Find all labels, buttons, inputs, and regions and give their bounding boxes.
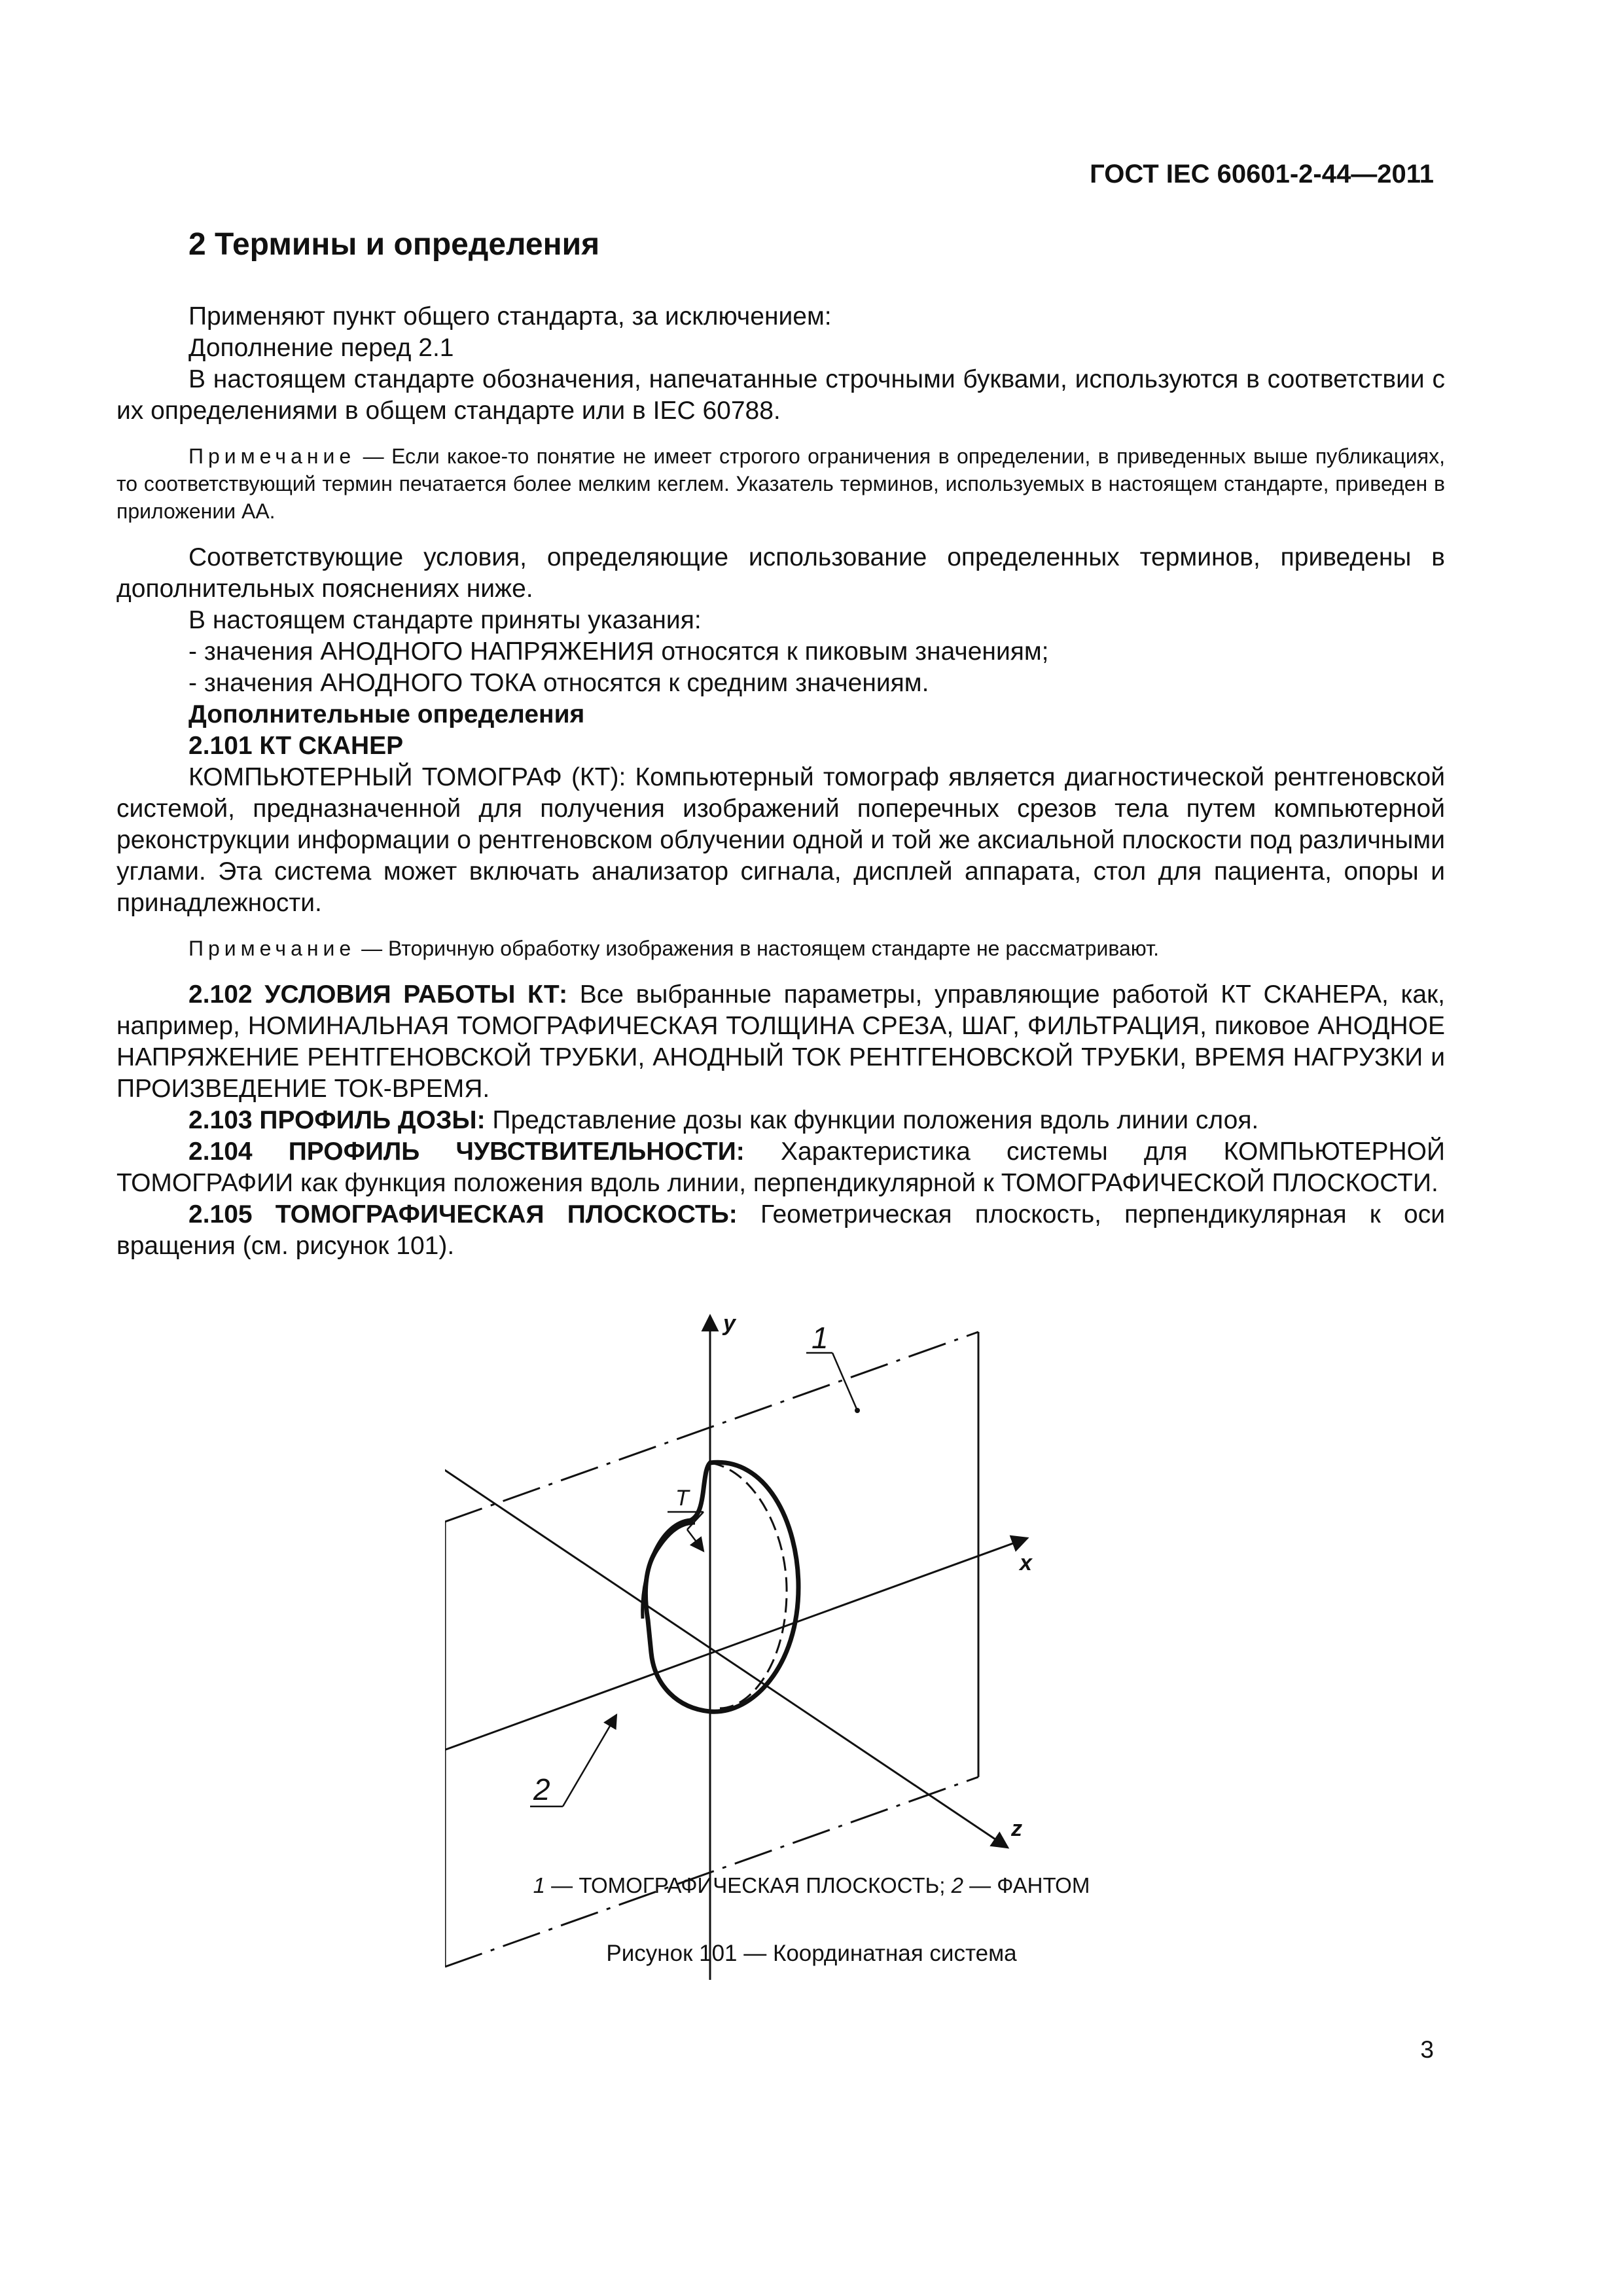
list-item: - значения АНОДНОГО НАПРЯЖЕНИЯ относятся к пиковым значениям; <box>116 636 1445 668</box>
note-label: Примечание <box>188 937 356 960</box>
main-content <box>116 229 1445 1262</box>
subheading: Дополнительные определения <box>188 700 585 728</box>
legend-text: — ТОМОГРАФИЧЕСКАЯ ПЛОСКОСТЬ; <box>545 1873 952 1897</box>
z-axis-label: z <box>1011 1816 1022 1841</box>
figure-caption: Рисунок 101 — Координатная система <box>606 1941 1017 1966</box>
term-definition: КОМПЬЮТЕРНЫЙ ТОМОГРАФ (КТ): Компьютерный томограф является диагностической рентгеновской системой, предназначенной для получения изображений поперечных срезов тела путем компьютерной реконструкции информации о рентгеновском облучении одной и той же аксиальной плоскости под различными углами. Эта система может включать анализатор сигнала, дисплей аппарата, стол для пациента, опоры и принадлежности. <box>116 763 1445 917</box>
callout-1: 1 <box>812 1321 829 1355</box>
note-label: Примечание <box>188 444 356 468</box>
note-text: — Вторичную обработку изображения в настоящем стандарте не рассматривают. <box>355 937 1160 960</box>
note <box>116 935 1445 962</box>
term-name: 2.102 УСЛОВИЯ РАБОТЫ КТ: <box>188 980 568 1009</box>
paragraph: Применяют пункт общего стандарта, за исключением: <box>188 302 832 331</box>
term-text: Представление дозы как функции положения вдоль линии слоя. <box>485 1106 1259 1134</box>
note-text: — Если какое-то понятие не имеет строгого ограничения в определении, в приведенных выше публикациях, то соответствующий термин печатается более мелким кеглем. Указатель терминов, используемых в настоящем стандарте, приведен в приложении АА. <box>116 444 1445 523</box>
term-definition <box>116 1136 1445 1199</box>
z-axis <box>445 1468 1008 1848</box>
term-name: 2.103 ПРОФИЛЬ ДОЗЫ: <box>188 1106 486 1134</box>
term-text: Все выбранные параметры, управляющие работой КТ СКАНЕРА, как, например, НОМИНАЛЬНАЯ ТОМОГРАФИЧЕСКАЯ ТОЛЩИНА СРЕЗА, ШАГ, ФИЛЬТРАЦИЯ, пиковое АНОДНОЕ НАПРЯЖЕНИЕ РЕНТГЕНОВСКОЙ ТРУБКИ, АНОДНЫЙ ТОК РЕНТГЕНОВСКОЙ ТРУБКИ, ВРЕМЯ НАГРУЗКИ и ПРОИЗВЕДЕНИЕ ТОК-ВРЕМЯ. <box>116 980 1445 1103</box>
document-id: ГОСТ IEC 60601-2-44—2011 <box>1090 160 1434 188</box>
paragraph: Дополнение перед 2.1 <box>188 334 454 362</box>
legend-text: — ФАНТОМ <box>963 1873 1090 1897</box>
callout-1-dot <box>855 1408 860 1413</box>
callout-1-leader <box>806 1353 857 1410</box>
term-definition <box>116 979 1445 1105</box>
legend-num: 2 <box>951 1873 963 1897</box>
phantom <box>643 1462 798 1712</box>
legend-num: 1 <box>533 1873 545 1897</box>
note <box>116 442 1445 525</box>
term-definition <box>116 1105 1445 1136</box>
term-heading: 2.101 КТ СКАНЕР <box>188 732 404 760</box>
term-definition <box>116 1199 1445 1262</box>
paragraph: В настоящем стандарте обозначения, напечатанные строчными буквами, используются в соответствии с их определениями в общем стандарте или в IEC 60788. <box>116 365 1445 425</box>
thickness-label: T <box>675 1486 689 1511</box>
page-number: 3 <box>1420 2036 1434 2063</box>
section-title: 2 Термины и определения <box>188 227 600 262</box>
x-axis <box>445 1538 1027 1759</box>
callout-2: 2 <box>533 1772 550 1806</box>
paragraph: В настоящем стандарте приняты указания: <box>188 606 702 634</box>
term-text: Геометрическая плоскость, перпендикулярная к оси вращения (см. рисунок 101). <box>116 1200 1445 1260</box>
term-text: Характеристика системы для КОМПЬЮТЕРНОЙ ТОМОГРАФИИ как функция положения вдоль линии, перпендикулярной к ТОМОГРАФИЧЕСКОЙ ПЛОСКОСТИ. <box>116 1138 1445 1197</box>
term-name: 2.104 ПРОФИЛЬ ЧУВСТВИТЕЛЬНОСТИ: <box>188 1138 745 1166</box>
term-name: 2.105 ТОМОГРАФИЧЕСКАЯ ПЛОСКОСТЬ: <box>188 1200 738 1229</box>
y-axis-label: y <box>723 1312 736 1336</box>
list-item: - значения АНОДНОГО ТОКА относятся к средним значениям. <box>116 668 1445 699</box>
figure-legend <box>0 1873 1623 1898</box>
paragraph: Соответствующие условия, определяющие использование определенных терминов, приведены в дополнительных пояснениях ниже. <box>116 543 1445 603</box>
x-axis-label: x <box>1020 1551 1032 1575</box>
